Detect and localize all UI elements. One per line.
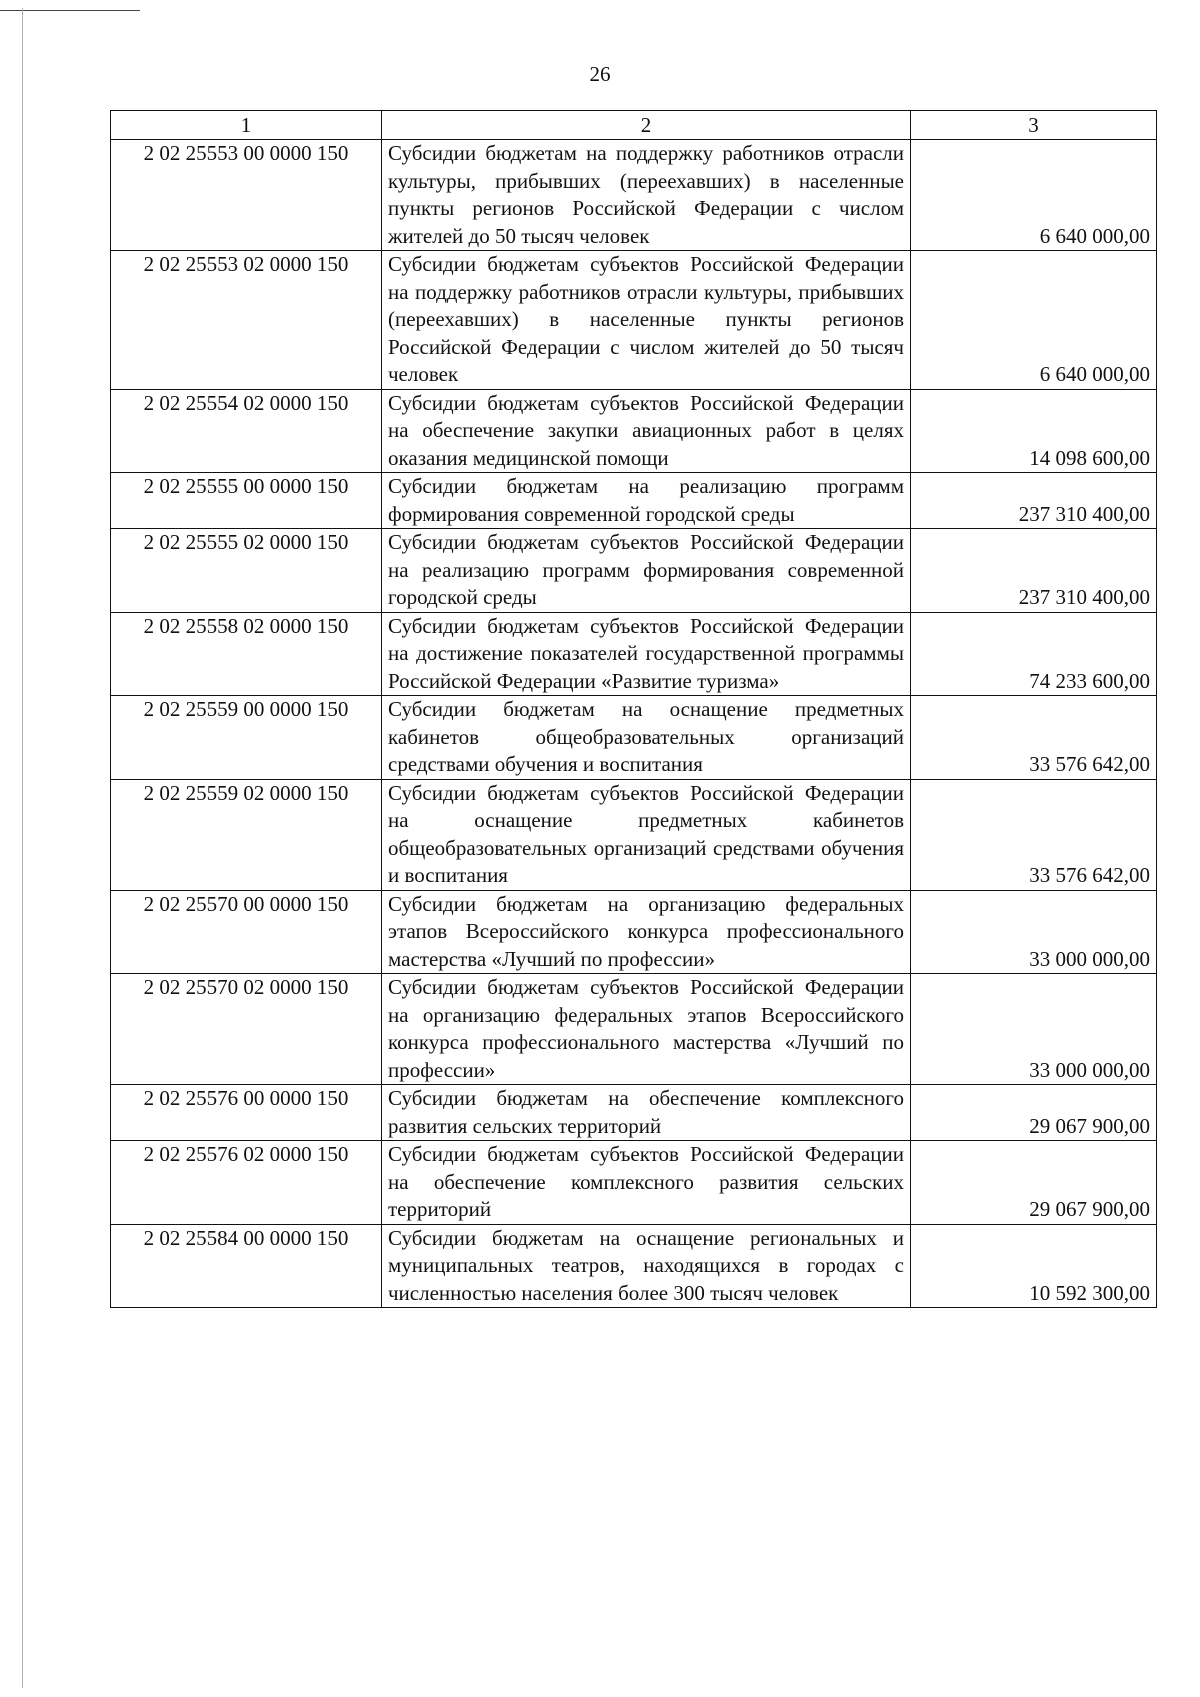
- table-row: [111, 974, 1157, 1085]
- table-row: [111, 1141, 1157, 1225]
- table-row: [111, 779, 1157, 890]
- table-row: [111, 389, 1157, 473]
- amount-value: 29 067 900,00: [911, 1085, 1157, 1141]
- amount-value: 6 640 000,00: [911, 251, 1157, 390]
- table-row: [111, 696, 1157, 780]
- header-amount-column: 3: [911, 111, 1157, 140]
- table-row: [111, 890, 1157, 974]
- budget-code: 2 02 25570 02 0000 150: [111, 974, 382, 1085]
- subsidy-description: Субсидии бюджетам на реализацию программ формирования современной городской среды: [382, 473, 911, 529]
- table-row: [111, 529, 1157, 613]
- subsidy-description: Субсидии бюджетам субъектов Российской Федерации на организацию федеральных этапов Всероссийского конкурса профессионального мастерства «Лучший по профессии»: [382, 974, 911, 1085]
- subsidy-description: Субсидии бюджетам субъектов Российской Федерации на обеспечение комплексного развития сельских территорий: [382, 1141, 911, 1225]
- subsidy-description: Субсидии бюджетам на обеспечение комплексного развития сельских территорий: [382, 1085, 911, 1141]
- table-header: [111, 111, 1157, 140]
- budget-code: 2 02 25576 00 0000 150: [111, 1085, 382, 1141]
- subsidy-description: Субсидии бюджетам на оснащение региональных и муниципальных театров, находящихся в городах с численностью населения более 300 тысяч человек: [382, 1224, 911, 1308]
- budget-code: 2 02 25555 00 0000 150: [111, 473, 382, 529]
- subsidy-description: Субсидии бюджетам субъектов Российской Федерации на поддержку работников отрасли культуры, прибывших (переехавших) в населенные пункты регионов Российской Федерации с числом жителей до 50 тысяч человек: [382, 251, 911, 390]
- budget-code: 2 02 25559 02 0000 150: [111, 779, 382, 890]
- amount-value: 237 310 400,00: [911, 529, 1157, 613]
- subsidy-description: Субсидии бюджетам на поддержку работников отрасли культуры, прибывших (переехавших) в населенные пункты регионов Российской Федерации с числом жителей до 50 тысяч человек: [382, 140, 911, 251]
- header-code-column: 1: [111, 111, 382, 140]
- scan-edge-left: [22, 8, 23, 1688]
- amount-value: 74 233 600,00: [911, 612, 1157, 696]
- subsidy-description: Субсидии бюджетам субъектов Российской Федерации на достижение показателей государственной программы Российской Федерации «Развитие туризма»: [382, 612, 911, 696]
- table-row: [111, 140, 1157, 251]
- budget-code: 2 02 25555 02 0000 150: [111, 529, 382, 613]
- budget-code: 2 02 25553 02 0000 150: [111, 251, 382, 390]
- amount-value: 33 576 642,00: [911, 779, 1157, 890]
- table-row: [111, 612, 1157, 696]
- amount-value: 29 067 900,00: [911, 1141, 1157, 1225]
- table-row: [111, 473, 1157, 529]
- budget-code: 2 02 25584 00 0000 150: [111, 1224, 382, 1308]
- budget-code: 2 02 25570 00 0000 150: [111, 890, 382, 974]
- budget-code: 2 02 25554 02 0000 150: [111, 389, 382, 473]
- amount-value: 14 098 600,00: [911, 389, 1157, 473]
- subsidy-description: Субсидии бюджетам на оснащение предметных кабинетов общеобразовательных организаций средствами обучения и воспитания: [382, 696, 911, 780]
- scan-edge-top: [0, 10, 140, 11]
- page-number: 26: [589, 62, 611, 86]
- amount-value: 10 592 300,00: [911, 1224, 1157, 1308]
- budget-table: [110, 110, 1157, 1308]
- header-row: [111, 111, 1157, 140]
- budget-code: 2 02 25559 00 0000 150: [111, 696, 382, 780]
- budget-code: 2 02 25576 02 0000 150: [111, 1141, 382, 1225]
- budget-code: 2 02 25558 02 0000 150: [111, 612, 382, 696]
- amount-value: 33 000 000,00: [911, 890, 1157, 974]
- table-row: [111, 1224, 1157, 1308]
- budget-code: 2 02 25553 00 0000 150: [111, 140, 382, 251]
- subsidy-description: Субсидии бюджетам субъектов Российской Федерации на оснащение предметных кабинетов общеобразовательных организаций средствами обучения и воспитания: [382, 779, 911, 890]
- header-description-column: 2: [382, 111, 911, 140]
- subsidy-description: Субсидии бюджетам субъектов Российской Федерации на реализацию программ формирования современной городской среды: [382, 529, 911, 613]
- amount-value: 33 000 000,00: [911, 974, 1157, 1085]
- table-row: [111, 1085, 1157, 1141]
- subsidy-description: Субсидии бюджетам субъектов Российской Федерации на обеспечение закупки авиационных работ в целях оказания медицинской помощи: [382, 389, 911, 473]
- amount-value: 6 640 000,00: [911, 140, 1157, 251]
- table-row: [111, 251, 1157, 390]
- table-body: [111, 140, 1157, 1308]
- amount-value: 33 576 642,00: [911, 696, 1157, 780]
- amount-value: 237 310 400,00: [911, 473, 1157, 529]
- subsidy-description: Субсидии бюджетам на организацию федеральных этапов Всероссийского конкурса профессионального мастерства «Лучший по профессии»: [382, 890, 911, 974]
